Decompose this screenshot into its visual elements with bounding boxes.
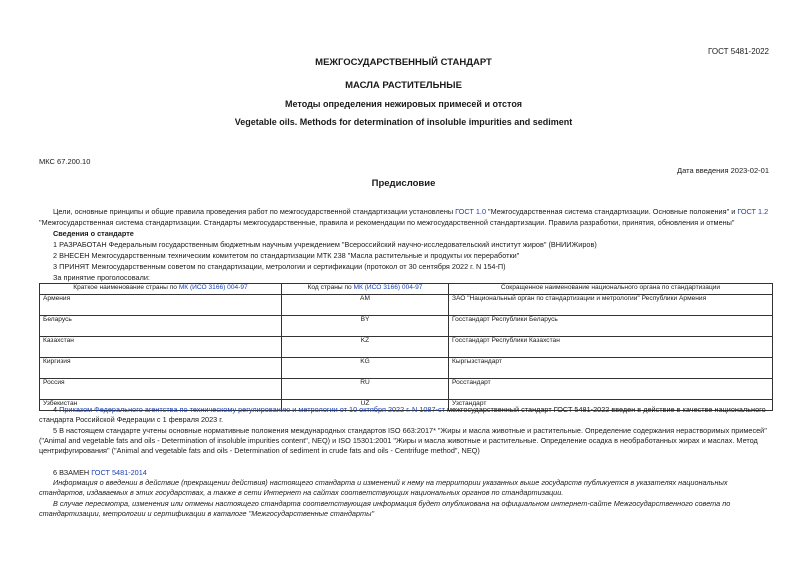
document-subtitle: Методы определения нежировых примесей и отстоя	[285, 99, 522, 109]
country-cell: Киргизия	[40, 358, 282, 379]
countries-table	[39, 283, 773, 411]
preface-text: "Межгосударственная система стандартизации. Стандарты межгосударственные, правила и рекомендации по межгосударственной стандартизации. Правила разработки, принятия, обновления и отмены"	[39, 218, 735, 227]
body-cell: Узстандарт	[449, 400, 773, 411]
code-cell: KG	[282, 358, 449, 379]
country-cell: Беларусь	[40, 316, 282, 337]
column-header-code	[282, 284, 449, 295]
preface-text: "Межгосударственная система стандартизации. Основные положения" и	[486, 207, 738, 216]
document-code: ГОСТ 5481-2022	[708, 47, 769, 56]
country-cell: Узбекистан	[40, 400, 282, 411]
country-cell: Армения	[40, 295, 282, 316]
table-header-row	[40, 284, 773, 295]
introduction-date: Дата введения 2023-02-01	[677, 166, 769, 175]
code-cell: BY	[282, 316, 449, 337]
document-title: МАСЛА РАСТИТЕЛЬНЫЕ	[345, 80, 462, 91]
body-cell: Госстандарт Республики Беларусь	[449, 316, 773, 337]
preface-paragraph	[39, 206, 774, 228]
gost-1-2-link[interactable]: ГОСТ 1.2	[737, 207, 769, 216]
item-5-standards: 5 В настоящем стандарте учтены основные нормативные положения международных стандартов ISO 663:2017* "Жиры и масла животные и растительные. Определение содержания нерастворимых примесей" ("Animal and vegetable fats and oils - Determination of insoluble impurities content", NEQ) и ISO 15301:2001 "Жиры и масла животные и растительные. Определение осадка в необработанных жирах и маслах. Метод центрифугирования" ("Animal and vegetable fats and oils - Determination of sediment in crude fats and oils - Centrifuge method", NEQ)	[39, 426, 767, 455]
mks-code: МКС 67.200.10	[39, 157, 91, 166]
note-revision-info: В случае пересмотра, изменения или отмены настоящего стандарта соответствующая информация будет опубликована на официальном интернет-сайте Межгосударственного совета по стандартизации, метрологии и сертификации в каталоге "Межгосударственные стандарты"	[39, 499, 731, 518]
code-cell: KZ	[282, 337, 449, 358]
order-link[interactable]: Приказом Федерального агентства по техническому регулированию и метрологии от 10 октября 2022 г. N 1087-ст	[59, 405, 445, 414]
voted-label: За принятие проголосовали:	[53, 273, 150, 282]
standard-type-heading: МЕЖГОСУДАРСТВЕННЫЙ СТАНДАРТ	[315, 57, 492, 68]
gost-1-0-link[interactable]: ГОСТ 1.0	[455, 207, 486, 216]
table-row	[40, 337, 773, 358]
country-cell: Казахстан	[40, 337, 282, 358]
table-row	[40, 358, 773, 379]
gost-5481-2014-link[interactable]: ГОСТ 5481-2014	[91, 468, 147, 477]
item-text: межгосударственный стандарт ГОСТ 5481-2022 введен в действие в качестве национального стандарта Российской Федерации с 1 февраля 2023 г.	[39, 405, 766, 424]
body-cell: Госстандарт Республики Казахстан	[449, 337, 773, 358]
item-4-order	[39, 405, 774, 425]
column-header-country	[40, 284, 282, 295]
note-introduction-info: Информация о введении в действие (прекращении действия) настоящего стандарта и изменений к нему на территории указанных выше государств публикуется в указателях национальных стандартов, издаваемых в этих государствах, а также в сети Интернет на сайтах соответствующих национальных органов по стандартизации.	[39, 478, 728, 497]
item-number: 4	[53, 405, 60, 414]
header-text: Код страны по	[307, 284, 354, 291]
code-cell: AM	[282, 295, 449, 316]
document-title-english: Vegetable oils. Methods for determination of insoluble impurities and sediment	[234, 117, 573, 127]
code-cell: RU	[282, 379, 449, 400]
item-6-replaces	[53, 467, 773, 478]
body-cell: ЗАО "Национальный орган по стандартизации и метрологии" Республики Армения	[449, 295, 773, 316]
info-heading: Сведения о стандарте	[53, 229, 134, 238]
body-cell: Кыргызстандарт	[449, 358, 773, 379]
header-text: Краткое наименование страны по	[73, 284, 179, 291]
table-row	[40, 379, 773, 400]
item-text: 6 ВЗАМЕН	[53, 468, 92, 477]
mk-iso-link[interactable]: МК (ИСО 3166) 004-97	[353, 284, 423, 291]
table-row	[40, 316, 773, 337]
table-row	[40, 295, 773, 316]
item-3-adopted: 3 ПРИНЯТ Межгосударственным советом по стандартизации, метрологии и сертификации (протокол от 30 сентября 2022 г. N 154-П)	[53, 262, 506, 271]
preface-heading: Предисловие	[371, 178, 436, 189]
body-cell: Росстандарт	[449, 379, 773, 400]
country-cell: Россия	[40, 379, 282, 400]
column-header-body: Сокращенное наименование национального органа по стандартизации	[449, 284, 773, 295]
code-cell: UZ	[282, 400, 449, 411]
preface-text: Цели, основные принципы и общие правила проведения работ по межгосударственной стандартизации установлены	[53, 207, 456, 216]
item-2-submitted: 2 ВНЕСЕН Межгосударственным техническим комитетом по стандартизации МТК 238 "Масла растительные и продукты их переработки"	[53, 251, 520, 260]
item-1-developed: 1 РАЗРАБОТАН Федеральным государственным бюджетным научным учреждением "Всероссийский научно-исследовательский институт жиров" (ВНИИЖиров)	[53, 240, 597, 249]
mk-iso-link[interactable]: МК (ИСО 3166) 004-97	[178, 284, 248, 291]
